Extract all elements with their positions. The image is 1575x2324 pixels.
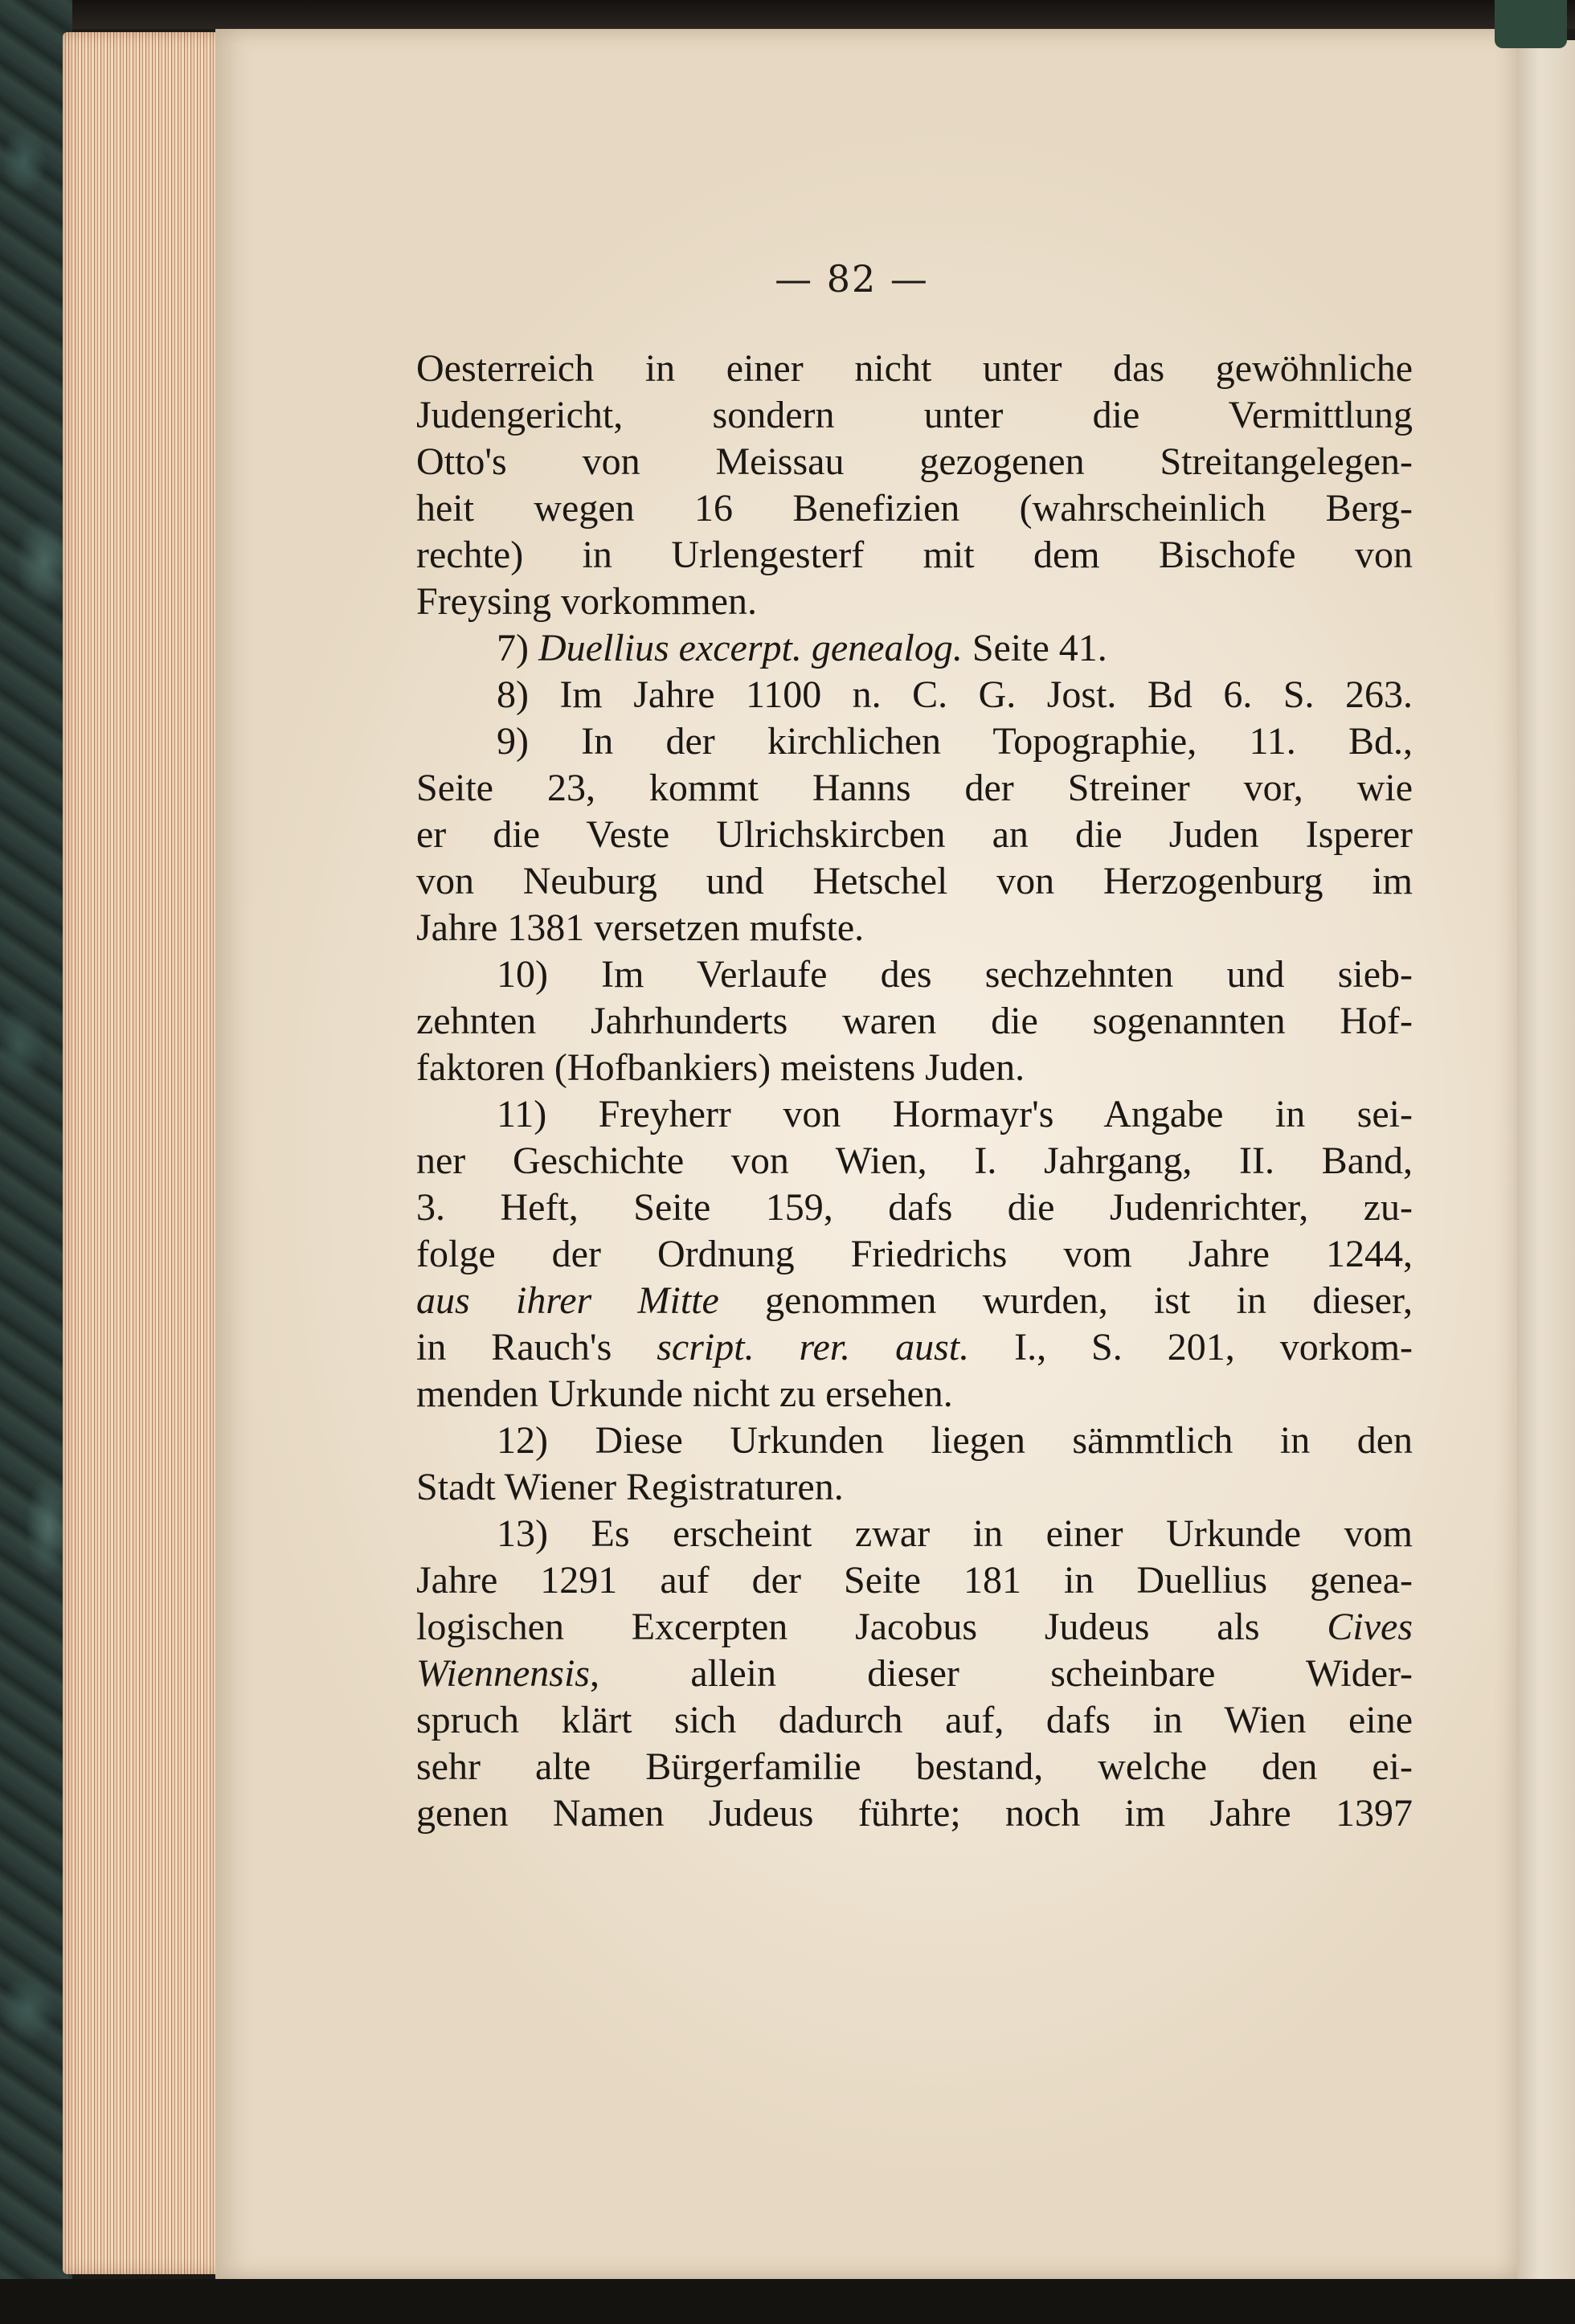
text-line: 3. Heft, Seite 159, dafs die Judenrichter, zu- [416,1186,1413,1229]
text-line: zehnten Jahrhunderts waren die sogenannten Hof- [416,1000,1413,1042]
text-line: Oesterreich in einer nicht unter das gewöhnliche [416,347,1413,390]
text-line: folge der Ordnung Friedrichs vom Jahre 1244, [416,1233,1413,1275]
footnote-line: 12) Diese Urkunden liegen sämmtlich in den [497,1419,1413,1462]
body-text [416,346,1413,1837]
footnote-line: 13) Es erscheint zwar in einer Urkunde vom [497,1512,1413,1555]
text-line: rechte) in Urlengesterf mit dem Bischofe von [416,534,1413,576]
page-number: — 82 — [775,257,929,301]
text-line: Jahre 1381 versetzen mufste. [416,906,865,949]
footnote-line: 10) Im Verlaufe des sechzehnten und sieb- [497,953,1413,996]
text-line: Wiennensis, allein dieser scheinbare Wider- [416,1652,1413,1695]
text-line: Judengericht, sondern unter die Vermittlung [416,394,1413,436]
marbled-cover [0,0,72,2324]
text-line: faktoren (Hofbankiers) meistens Juden. [416,1046,1025,1089]
facing-page-edge [1517,40,1575,2282]
text-line: logischen Excerpten Jacobus Judeus als Cives [416,1606,1413,1648]
text-line: in Rauch's script. rer. aust. I., S. 201, vorkom- [416,1326,1413,1369]
bottom-shadow [0,2279,1575,2324]
text-line: Jahre 1291 auf der Seite 181 in Duellius genea- [416,1559,1413,1602]
bookmark-ribbon [1495,0,1567,48]
text-line: Stadt Wiener Registraturen. [416,1466,844,1508]
footnote-line: 11) Freyherr von Hormayr's Angabe in sei- [497,1093,1413,1135]
text-line: ner Geschichte von Wien, I. Jahrgang, II. Band, [416,1139,1413,1182]
text-line: menden Urkunde nicht zu ersehen. [416,1373,953,1415]
text-line: sehr alte Bürgerfamilie bestand, welche den ei- [416,1745,1413,1788]
text-line: Otto's von Meissau gezogenen Streitangelegen- [416,440,1413,483]
text-line: er die Veste Ulrichskircben an die Juden Isperer [416,813,1413,856]
text-line: aus ihrer Mitte genommen wurden, ist in dieser, [416,1279,1413,1322]
footnote-line: 7) Duellius excerpt. genealog. Seite 41. [497,627,1107,669]
footnote-line: 8) Im Jahre 1100 n. C. G. Jost. Bd 6. S. 263. [497,673,1413,716]
text-line: Freysing vorkommen. [416,580,757,623]
text-line: spruch klärt sich dadurch auf, dafs in Wien eine [416,1699,1413,1741]
text-line: genen Namen Judeus führte; noch im Jahre 1397 [416,1792,1413,1835]
text-line: von Neuburg und Hetschel von Herzogenburg im [416,860,1413,902]
text-line: heit wegen 16 Benefizien (wahrscheinlich Berg- [416,487,1413,530]
top-shadow [72,0,1575,29]
footnote-line: 9) In der kirchlichen Topographie, 11. Bd., [497,720,1413,763]
page-edges [63,32,223,2274]
text-line: Seite 23, kommt Hanns der Streiner vor, wie [416,767,1413,809]
